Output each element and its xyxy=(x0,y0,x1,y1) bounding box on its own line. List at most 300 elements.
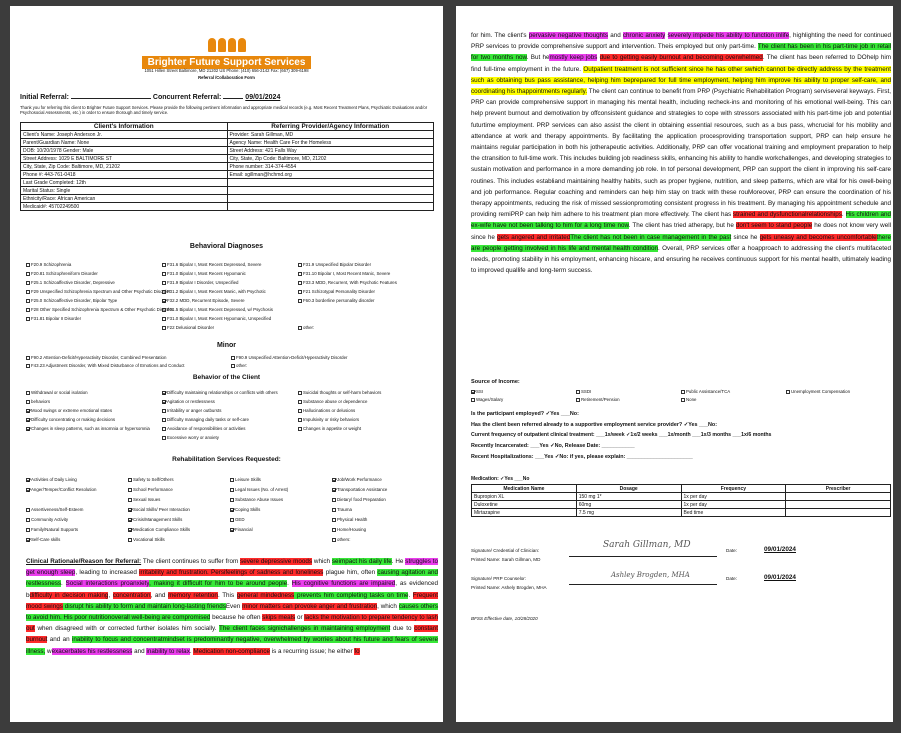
checkbox[interactable] xyxy=(298,418,302,422)
checkbox-item[interactable] xyxy=(576,397,678,402)
checkbox-label: behaviors xyxy=(31,399,51,404)
checkbox[interactable] xyxy=(162,391,166,395)
checkbox-label: Sexual Issues xyxy=(133,497,161,502)
info-row xyxy=(21,147,434,155)
checkbox[interactable] xyxy=(26,391,30,395)
checkbox[interactable] xyxy=(162,299,166,303)
checkbox[interactable] xyxy=(26,518,30,522)
checkbox[interactable] xyxy=(230,508,234,512)
body-text: consistent guidance and strategies to cope with stressors associated with his part-time job and potential futur xyxy=(471,110,891,129)
checkbox-item[interactable] xyxy=(26,527,125,532)
highlighted-text: completing tasks on time xyxy=(336,591,409,599)
checkbox[interactable] xyxy=(26,317,30,321)
checkbox-item[interactable] xyxy=(162,408,295,413)
checkbox-item[interactable] xyxy=(162,280,295,285)
checkbox-item[interactable] xyxy=(332,497,431,502)
counselor-signature-block xyxy=(471,572,891,596)
highlighted-text: Medication non-compliance xyxy=(193,647,270,655)
med-header-cell: Frequency xyxy=(681,485,786,493)
checkbox-item[interactable] xyxy=(128,527,227,532)
checkbox-item[interactable] xyxy=(162,417,295,422)
checkbox-label: F33.3 MDD, Recurrent, With Psychotic Features xyxy=(303,280,397,285)
checkbox[interactable] xyxy=(128,518,132,522)
highlighted-text: relationships xyxy=(806,211,842,219)
clinical-rationale xyxy=(26,556,438,718)
info-row xyxy=(21,163,434,171)
checkbox-item[interactable] xyxy=(128,477,227,482)
body-text: due to xyxy=(390,625,415,633)
checkbox[interactable] xyxy=(128,488,132,492)
highlighted-text: . Persi xyxy=(207,569,226,577)
checkbox-item[interactable] xyxy=(332,477,431,482)
checkbox-item[interactable] xyxy=(298,271,431,276)
checkbox-label: Public Assistance/TCA xyxy=(686,389,731,394)
checkbox-label: Hallucinations or delusions xyxy=(303,408,356,413)
checkbox-label: Coping Skills xyxy=(235,507,261,512)
checkbox-label: SSI xyxy=(476,389,484,394)
med-header-cell: Dosage xyxy=(576,485,681,493)
checkbox[interactable] xyxy=(230,478,234,482)
checkbox-item[interactable] xyxy=(298,399,431,404)
checkbox-item[interactable] xyxy=(26,408,159,413)
checkbox[interactable] xyxy=(26,281,30,285)
highlighted-text: exacerbates his restlessness xyxy=(51,647,133,655)
checkbox[interactable] xyxy=(162,409,166,413)
checkbox-item[interactable] xyxy=(298,390,431,395)
highlighted-text: which cannot be directly address by the treatment such as obtaining bus pass assistance, helping him be xyxy=(471,65,891,84)
checkbox[interactable] xyxy=(26,272,30,276)
client-info-header: Client's Information xyxy=(21,123,228,131)
client-info-cell: DOB: 10/20/1978 Gender: Male xyxy=(21,147,228,155)
org-address: 1051 Hillen Street Baltimore, MD 21202 US Phone: (410) 656-2142 Fax: (667) 309-6198 xyxy=(144,68,309,73)
checkbox[interactable] xyxy=(230,498,234,502)
checkbox-item[interactable] xyxy=(298,325,431,330)
medication-table xyxy=(471,484,891,517)
checkbox[interactable] xyxy=(26,263,30,267)
highlighted-text: prepared for full time employment, helping him improve his ability to proper self-care, and coordinating his th xyxy=(471,76,891,96)
med-cell: Bupropion XL xyxy=(472,493,577,501)
checkbox-item[interactable] xyxy=(298,289,431,294)
checkbox-item[interactable] xyxy=(26,426,159,431)
checkbox-label: SSDI xyxy=(581,389,592,394)
body-text: therapy, but he xyxy=(691,222,736,230)
checkbox[interactable] xyxy=(332,508,336,512)
checkbox[interactable] xyxy=(26,478,30,482)
checkbox[interactable] xyxy=(128,478,132,482)
checkbox-item[interactable] xyxy=(162,271,295,276)
checkbox-item[interactable] xyxy=(231,355,433,360)
checkbox-label: F28 Other Specified Schizophrenia Spectrum & Other Psychotic Disorder xyxy=(31,307,174,312)
checkbox[interactable] xyxy=(298,263,302,267)
body-text: transition to full-time work. This includes building job readiness skills, enhancing his ability to handle work xyxy=(484,155,779,163)
checkbox[interactable] xyxy=(128,528,132,532)
checkbox[interactable] xyxy=(230,528,234,532)
highlighted-text: pervasive negative thoughts xyxy=(528,32,609,39)
checkbox-label: Financial xyxy=(235,527,253,532)
checkbox[interactable] xyxy=(26,427,30,431)
checkbox-item[interactable] xyxy=(681,397,783,402)
checkbox-item[interactable] xyxy=(26,507,125,512)
checkbox[interactable] xyxy=(26,290,30,294)
checkbox-label: Impulsivity or risky behaviors xyxy=(303,417,360,422)
body-text: . Overall, PRP services offer a ho xyxy=(657,244,755,252)
provider-info-cell xyxy=(227,203,434,211)
checkbox[interactable] xyxy=(471,398,475,402)
checkbox-item[interactable] xyxy=(26,517,125,522)
checkbox-label: Self-Care skills xyxy=(31,537,61,542)
body-text: . xyxy=(61,580,66,588)
referral-narrative xyxy=(471,30,891,370)
checkbox-item[interactable] xyxy=(681,389,783,394)
checkbox-item[interactable] xyxy=(230,507,329,512)
highlighted-text: disrupt his ability to form and maintain long-lasting friends xyxy=(62,602,226,610)
info-row xyxy=(21,195,434,203)
body-text: , xyxy=(108,591,113,599)
checkbox[interactable] xyxy=(128,508,132,512)
checkbox-label: other: xyxy=(303,325,315,330)
med-cell xyxy=(786,493,891,501)
counselor-signature: Ashley Brogden, MHA xyxy=(611,571,690,579)
highlighted-text: impact his daily life xyxy=(338,558,392,565)
client-info-cell: Marital Status: Single xyxy=(21,187,228,195)
checkbox-item[interactable] xyxy=(230,497,329,502)
checkbox-item[interactable] xyxy=(162,399,295,404)
checkbox[interactable] xyxy=(162,436,166,440)
checkbox-item[interactable] xyxy=(26,363,228,368)
checkbox-item[interactable] xyxy=(162,390,295,395)
highlighted-text: challenges in maintaining employment xyxy=(280,625,391,633)
document-page-2 xyxy=(456,6,893,722)
checkbox-label: F31.9 Bipolar I Disorder, Unspecified xyxy=(167,280,239,285)
frequency-question: Current frequency of outpatient clinical treatment: ___1x/week ✓1x/2 weeks ___1x/month ___1x/3 months ___1x/6 months xyxy=(471,432,772,438)
concurrent-referral-label: Concurrent Referral: xyxy=(152,94,222,101)
referred-question: Has the client been referred already to a supportive employment service provider? ✓Yes ___No: xyxy=(471,422,717,428)
checkbox[interactable] xyxy=(26,400,30,404)
body-text: providing transportation support, PRP can help ensure he maintains regular participation in both his jo xyxy=(471,132,891,152)
checkbox-item[interactable] xyxy=(26,399,159,404)
highlighted-text: chronic anxiety xyxy=(622,32,666,39)
checkbox[interactable] xyxy=(298,409,302,413)
checkbox[interactable] xyxy=(162,326,166,330)
checkbox[interactable] xyxy=(681,398,685,402)
highlighted-text: feelings of sadness and loneliness xyxy=(225,569,324,577)
body-text: when disagreed with or corrected further isolates him socially. xyxy=(34,625,220,633)
behavioral-diagnoses-title: Behavioral Diagnoses xyxy=(189,243,264,250)
med-row xyxy=(472,509,891,517)
checkbox-item[interactable] xyxy=(162,325,295,330)
checkbox[interactable] xyxy=(26,488,30,492)
highlighted-text: inability to focus and concentrat xyxy=(71,636,163,644)
checkbox-item[interactable] xyxy=(26,262,159,267)
body-text: and maintaining healthy habits, such as proper hygiene, nutrition, and sleep patterns, which are vital for his o xyxy=(554,177,863,185)
checkbox[interactable] xyxy=(332,518,336,522)
income-checklist xyxy=(471,389,891,405)
body-text: . xyxy=(287,580,292,588)
checkbox-label: GED xyxy=(235,517,245,522)
checkbox-item[interactable] xyxy=(162,307,295,312)
checkbox[interactable] xyxy=(231,356,235,360)
checkbox[interactable] xyxy=(298,290,302,294)
checkbox-item[interactable] xyxy=(230,477,329,482)
checkbox-label: None xyxy=(686,397,697,402)
checkbox[interactable] xyxy=(298,427,302,431)
checkbox-label: F25.1 Schizoaffective Disorder, Depressive xyxy=(31,280,115,285)
checkbox-label: Substance Abuse Issues xyxy=(235,497,284,502)
checkbox[interactable] xyxy=(162,400,166,404)
document-page-1 xyxy=(10,6,443,722)
med-cell: 150 mg 1* xyxy=(576,493,681,501)
checkbox[interactable] xyxy=(162,418,166,422)
checkbox-label: Safety to Self/Others xyxy=(133,477,174,482)
body-text: plague him, often xyxy=(323,569,378,577)
clinician-printed-name: Printed Name: Sarah Gillman, MD xyxy=(471,557,541,562)
body-text: check-ins and monitoring of his emotional well-being. This can help prevent burnout and demotivation by off xyxy=(471,99,891,118)
checkbox-item[interactable] xyxy=(128,507,227,512)
checkbox-label: Difficulty concentrating or making decisions xyxy=(31,417,116,422)
checkbox[interactable] xyxy=(576,390,580,394)
checkbox[interactable] xyxy=(298,326,302,330)
checkbox-label: others: xyxy=(337,537,351,542)
checkbox-label: Transportation Assistance xyxy=(337,487,388,492)
checkbox[interactable] xyxy=(786,390,790,394)
checkbox[interactable] xyxy=(230,488,234,492)
behavior-checklist xyxy=(26,390,436,446)
clinician-signature: Sarah Gillman, MD xyxy=(603,540,691,550)
checkbox-item[interactable] xyxy=(128,487,227,492)
checkbox-item[interactable] xyxy=(162,435,295,440)
checkbox[interactable] xyxy=(26,409,30,413)
rehab-checklist xyxy=(26,477,436,549)
med-cell: 60mg xyxy=(576,501,681,509)
checkbox-item[interactable] xyxy=(298,408,431,413)
provider-info-cell: City, State, Zip Code: Baltimore, MD, 21202 xyxy=(227,155,434,163)
body-text: is a recurring issue; he either xyxy=(270,647,355,655)
checkbox[interactable] xyxy=(26,356,30,360)
checkbox-item[interactable] xyxy=(298,417,431,422)
med-cell xyxy=(786,509,891,517)
checkbox-item[interactable] xyxy=(128,517,227,522)
client-info-cell: Medicaid#: 45702249500 xyxy=(21,203,228,211)
blank-line xyxy=(223,98,243,99)
checkbox[interactable] xyxy=(298,281,302,285)
highlighted-text: causes others to avoid him xyxy=(26,602,438,622)
checkbox-item[interactable] xyxy=(26,537,125,542)
checkbox[interactable] xyxy=(471,390,475,394)
checkbox-item[interactable] xyxy=(230,487,329,492)
checkbox-item[interactable] xyxy=(26,355,228,360)
info-row xyxy=(21,187,434,195)
highlighted-text: The client faces signi xyxy=(219,625,281,633)
highlighted-text: . His poor nutrition xyxy=(60,614,112,622)
checkbox-label: Retirement/Pension xyxy=(581,397,620,402)
checkbox-item[interactable] xyxy=(26,316,159,321)
highlighted-text: general mindedness xyxy=(236,591,295,599)
body-text: . This xyxy=(217,591,237,599)
checkbox-item[interactable] xyxy=(128,497,227,502)
checkbox[interactable] xyxy=(128,538,132,542)
highlighted-text: difficulty in decision making xyxy=(29,591,109,599)
checkbox-item[interactable] xyxy=(332,517,431,522)
checkbox-label: F43.23 Adjustment Disorder, With Mixed Disturbance of Emotions and Conduct xyxy=(31,363,185,368)
checkbox-label: F31.0 Bipolar I, Most Recent Hypomanic, Unspecified xyxy=(167,316,272,321)
checkbox-item[interactable] xyxy=(332,507,431,512)
checkbox-item[interactable] xyxy=(471,397,573,402)
checkbox-item[interactable] xyxy=(26,390,159,395)
checkbox-item[interactable] xyxy=(162,426,295,431)
body-text: . The client has tried a xyxy=(628,222,692,230)
checkbox-item[interactable] xyxy=(26,289,171,294)
body-text: approach to addressing the client's multifaceted needs, promoting stability in his employment, enhancing his xyxy=(471,244,891,264)
checkbox[interactable] xyxy=(576,398,580,402)
highlighted-text: due to getting easily burnout and becoming overwhelmed xyxy=(599,54,763,62)
checkbox-item[interactable] xyxy=(786,389,888,394)
checkbox-item[interactable] xyxy=(230,517,329,522)
highlighted-text: appointments regularly. xyxy=(522,88,588,96)
date-label: Date: xyxy=(726,548,737,553)
provider-info-cell xyxy=(227,179,434,187)
checkbox-item[interactable] xyxy=(128,537,227,542)
checkbox[interactable] xyxy=(26,538,30,542)
checkbox-item[interactable] xyxy=(298,280,431,285)
checkbox-item[interactable] xyxy=(576,389,678,394)
checkbox[interactable] xyxy=(162,281,166,285)
checkbox-item[interactable] xyxy=(298,262,431,267)
body-text: and xyxy=(132,647,147,655)
checkbox[interactable] xyxy=(162,290,166,294)
checkbox-label: Difficulty managing daily tasks or self-care xyxy=(167,417,249,422)
referral-date: 09/01/2024 xyxy=(245,94,281,101)
checkbox-item[interactable] xyxy=(298,298,431,303)
checkbox-item[interactable] xyxy=(162,289,295,294)
checkbox-label: Home/Housing xyxy=(337,527,367,532)
body-text: he does not know very well since he xyxy=(471,222,892,241)
initial-referral-field[interactable] xyxy=(71,98,151,99)
checkbox[interactable] xyxy=(231,364,235,368)
checkbox-label: Excessive worry or anxiety xyxy=(167,435,219,440)
checkbox-item[interactable] xyxy=(332,537,431,542)
checkbox[interactable] xyxy=(26,299,30,303)
checkbox-item[interactable] xyxy=(26,487,125,492)
body-text: , leading to increased xyxy=(75,569,140,577)
checkbox-label: Avoidance of responsibilities or activities xyxy=(167,426,246,431)
checkbox[interactable] xyxy=(26,364,30,368)
med-header-cell: Prescriber xyxy=(786,485,891,493)
checkbox-label: F31.0 Bipolar I, Most Recent Hypomanic xyxy=(167,271,246,276)
checkbox-label: Crisis/Management Skills xyxy=(133,517,183,522)
checkbox[interactable] xyxy=(332,478,336,482)
counselor-printed-name: Printed Name: Ashely Brogden, MHA xyxy=(471,585,547,590)
checkbox-item[interactable] xyxy=(162,262,295,267)
client-info-cell: Parent/Guardian Name: None xyxy=(21,139,228,147)
checkbox[interactable] xyxy=(298,400,302,404)
checkbox-label: Social Skills/ Peer Interaction xyxy=(133,507,190,512)
provider-info-cell: Street Address: 421 Falls Way xyxy=(227,147,434,155)
highlighted-text: strained and dysfunctional xyxy=(733,211,807,219)
checkbox-label: F20.9 Schizophrenia xyxy=(31,262,72,267)
checkbox[interactable] xyxy=(26,418,30,422)
med-cell xyxy=(786,501,891,509)
body-text: help him find full-time employment in the future. xyxy=(471,54,891,73)
body-text: , highlighting the need for continued PRP services to provide comprehensive support and intervention. The xyxy=(471,32,892,51)
highlighted-text: , making it difficult for him to be around people xyxy=(149,580,288,588)
checkbox-item[interactable] xyxy=(26,271,159,276)
checkbox[interactable] xyxy=(26,308,30,312)
checkbox-item[interactable] xyxy=(162,298,295,303)
checkbox[interactable] xyxy=(26,508,30,512)
highlighted-text: se xyxy=(331,558,339,565)
checkbox-item[interactable] xyxy=(231,363,433,368)
highlighted-text: overall well-being are compromised xyxy=(111,614,211,622)
checkbox[interactable] xyxy=(332,498,336,502)
body-text: . The client has been referred to DO xyxy=(762,54,867,62)
body-text: , and xyxy=(150,591,169,599)
checkbox[interactable] xyxy=(162,317,166,321)
checkbox[interactable] xyxy=(162,427,166,431)
checkbox[interactable] xyxy=(230,518,234,522)
checkbox[interactable] xyxy=(332,528,336,532)
checkbox[interactable] xyxy=(332,488,336,492)
minor-checklist xyxy=(26,355,436,367)
highlighted-text: Frequent mood swings xyxy=(26,591,439,610)
checkbox-item[interactable] xyxy=(332,527,431,532)
checkbox-label: Medication Compliance Skills xyxy=(133,527,191,532)
client-info-cell: Street Address: 1029 E BALTIMORE ST xyxy=(21,155,228,163)
checkbox-item[interactable] xyxy=(332,487,431,492)
checkbox-item[interactable] xyxy=(230,527,329,532)
checkbox[interactable] xyxy=(332,538,336,542)
checkbox[interactable] xyxy=(26,528,30,532)
checkbox-item[interactable] xyxy=(26,417,159,422)
employed-question: Is the participant employed? ✓Yes ___No: xyxy=(471,411,579,417)
rationale-label: Clinical Rationale/Reason for Referral: xyxy=(26,558,142,565)
body-text: Even xyxy=(225,602,243,610)
client-info-cell: City, State, Zip Code: Baltimore, MD, 21202 xyxy=(21,163,228,171)
highlighted-text: anxiety xyxy=(129,580,150,588)
footer-effective-date: BFSS Effective date, 10/28/2020 xyxy=(471,616,538,621)
checkbox-label: F31.81 Bipolar II Disorder xyxy=(31,316,82,321)
checkbox[interactable] xyxy=(681,390,685,394)
checkbox-item[interactable] xyxy=(26,307,174,312)
med-row xyxy=(472,501,891,509)
checkbox-item[interactable] xyxy=(26,298,159,303)
checkbox[interactable] xyxy=(298,272,302,276)
checkbox[interactable] xyxy=(162,272,166,276)
info-row xyxy=(21,203,434,211)
checkbox-item[interactable] xyxy=(471,389,573,394)
checkbox-item[interactable] xyxy=(26,477,125,482)
highlighted-text: skips meals xyxy=(262,614,296,622)
checkbox[interactable] xyxy=(298,299,302,303)
checkbox-item[interactable] xyxy=(162,316,295,321)
checkbox-label: F60.3 borderline personality disorder xyxy=(303,298,375,303)
body-text: of personal development, PRP can support the client in improving his self-care routines. This includes establi xyxy=(471,166,892,185)
checkbox[interactable] xyxy=(162,308,166,312)
info-row xyxy=(21,155,434,163)
provider-info-cell xyxy=(227,195,434,203)
checkbox[interactable] xyxy=(162,263,166,267)
med-cell: 1x per day xyxy=(681,501,786,509)
checkbox-item[interactable] xyxy=(298,426,431,431)
checkbox-item[interactable] xyxy=(26,280,159,285)
body-text: challenges, and developing strategies to sustain motivation and performance in a more demanding job role. In t xyxy=(471,155,891,174)
body-text: and xyxy=(608,32,623,39)
highlighted-text: Social interactions pro xyxy=(65,580,130,588)
checkbox[interactable] xyxy=(298,391,302,395)
highlighted-text: tendency to lash out xyxy=(26,614,438,633)
checkbox[interactable] xyxy=(128,498,132,502)
hospital-question: Recent Hospitalizations: ___Yes ✓No: if yes, please explain: ______________________ xyxy=(471,454,693,460)
info-row xyxy=(21,179,434,187)
